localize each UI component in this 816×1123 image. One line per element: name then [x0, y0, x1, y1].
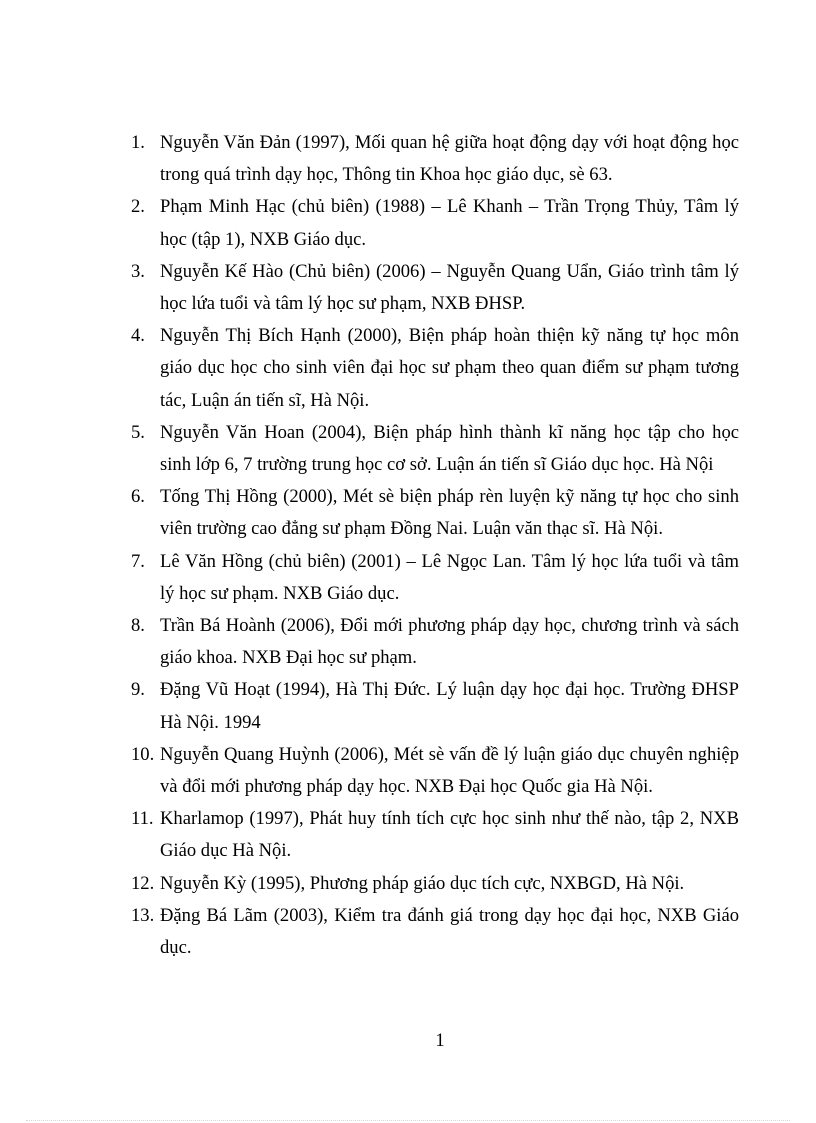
- reference-number: 10.: [131, 743, 155, 765]
- reference-item: [131, 900, 739, 964]
- reference-text: Lê Văn Hồng (chủ biên) (2001) – Lê Ngọc Lan. Tâm lý học lứa tuổi và tâm lý học sư phạm. NXB Giáo dục.: [160, 550, 739, 604]
- reference-number: 3.: [131, 260, 145, 282]
- reference-number: 12.: [131, 872, 155, 894]
- reference-text: Nguyễn Thị Bích Hạnh (2000), Biện pháp hoàn thiện kỹ năng tự học môn giáo dục học cho sinh viên đại học sư phạm theo quan điểm sư phạm tương tác, Luận án tiến sĩ, Hà Nội.: [160, 325, 739, 411]
- reference-item: [131, 191, 739, 255]
- reference-text: Đặng Bá Lãm (2003), Kiểm tra đánh giá trong dạy học đại học, NXB Giáo dục.: [160, 904, 739, 959]
- reference-number: 6.: [131, 486, 145, 508]
- reference-number: 4.: [131, 325, 145, 347]
- reference-number: 5.: [131, 421, 145, 443]
- reference-list: [131, 127, 739, 964]
- reference-number: 7.: [131, 550, 145, 572]
- reference-text: Nguyễn Kỳ (1995), Phương pháp giáo dục tích cực, NXBGD, Hà Nội.: [160, 872, 685, 894]
- reference-item: [131, 739, 739, 803]
- reference-item: [131, 127, 739, 191]
- reference-text: Nguyễn Kế Hào (Chủ biên) (2006) – Nguyễn Quang Uẩn, Giáo trình tâm lý học lứa tuổi và tâm lý học sư phạm, NXB ĐHSP.: [160, 260, 739, 315]
- reference-text: Nguyễn Văn Đản (1997), Mối quan hệ giữa hoạt động dạy với hoạt động học trong quá trình dạy học, Thông tin Khoa học giáo dục, sè 63.: [160, 132, 739, 186]
- reference-item: [131, 674, 739, 738]
- reference-item: [131, 417, 739, 481]
- reference-text: Nguyễn Quang Huỳnh (2006), Mét sè vấn đề lý luận giáo dục chuyên nghiệp và đổi mới phương pháp dạy học. NXB Đại học Quốc gia Hà Nội.: [160, 743, 739, 798]
- reference-number: 2.: [131, 196, 145, 218]
- reference-item: [131, 256, 739, 320]
- reference-text: Phạm Minh Hạc (chủ biên) (1988) – Lê Khanh – Trần Trọng Thủy, Tâm lý học (tập 1), NXB Giáo dục.: [160, 196, 739, 250]
- page-bottom-divider: [26, 1120, 790, 1121]
- reference-item: [131, 546, 739, 610]
- reference-item: [131, 320, 739, 417]
- reference-number: 8.: [131, 615, 145, 637]
- reference-text: Kharlamop (1997), Phát huy tính tích cực học sinh như thế nào, tập 2, NXB Giáo dục Hà Nội.: [160, 808, 739, 862]
- reference-item: [131, 610, 739, 674]
- page-number: 1: [435, 1030, 445, 1051]
- reference-item: [131, 868, 739, 900]
- reference-text: Trần Bá Hoành (2006), Đổi mới phương pháp dạy học, chương trình và sách giáo khoa. NXB Đại học sư phạm.: [160, 615, 739, 669]
- reference-number: 11.: [131, 808, 154, 830]
- reference-text: Nguyễn Văn Hoan (2004), Biện pháp hình thành kĩ năng học tập cho học sinh lớp 6, 7 trường trung học cơ sở. Luận án tiến sĩ Giáo dục học. Hà Nội: [160, 421, 739, 476]
- reference-item: [131, 803, 739, 867]
- reference-text: Đặng Vũ Hoạt (1994), Hà Thị Đức. Lý luận dạy học đại học. Trường ĐHSP Hà Nội. 1994: [160, 679, 739, 733]
- reference-item: [131, 481, 739, 545]
- reference-number: 1.: [131, 132, 145, 153]
- reference-text: Tống Thị Hồng (2000), Mét sè biện pháp rèn luyện kỹ năng tự học cho sinh viên trường cao đẳng sư phạm Đồng Nai. Luận văn thạc sĩ. Hà Nội.: [160, 486, 739, 540]
- reference-number: 13.: [131, 904, 155, 926]
- reference-number: 9.: [131, 679, 145, 701]
